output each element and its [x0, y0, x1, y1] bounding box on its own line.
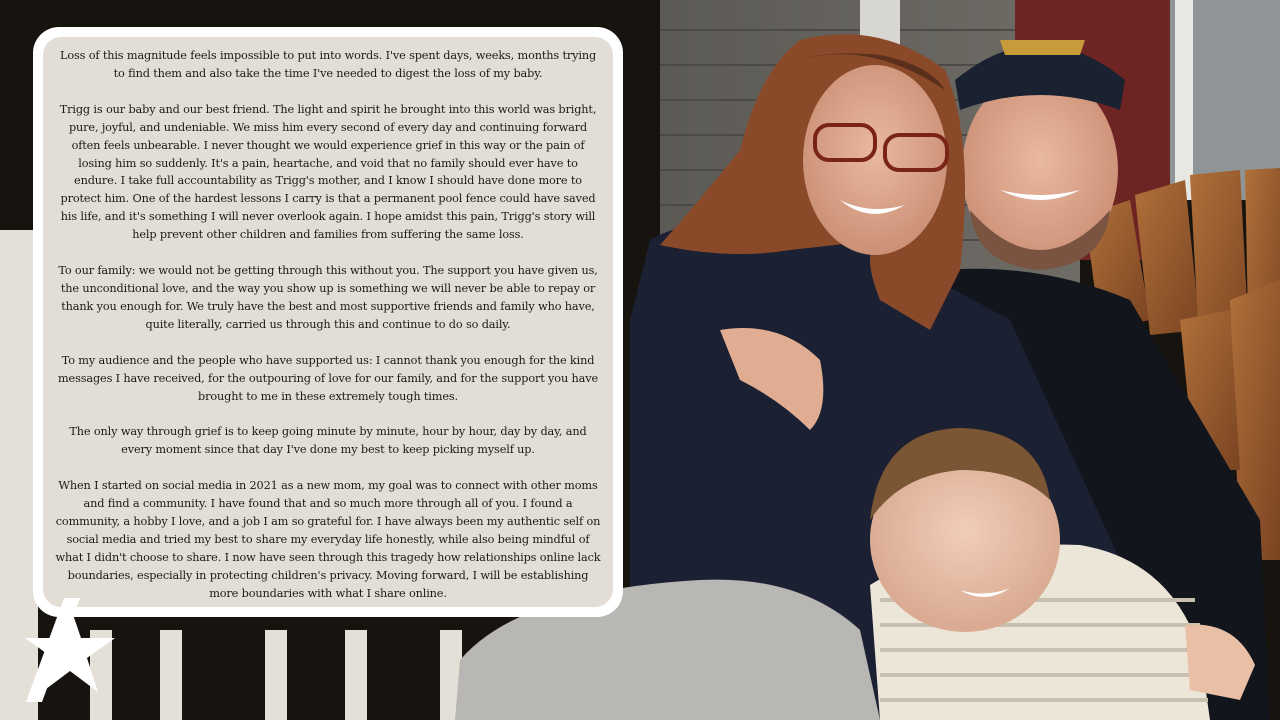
- statement-paragraph-2: Trigg is our baby and our best friend. The light and spirit he brought into this world was bright, pure, joyful, and undeniable. We miss him every second of every day and continuing forward often feels unbearable. I never thought we would experience grief in this way or the pain of losing him so suddenly. It's a pain, heartache, and void that no family should ever have to endure. I take full accountability as Trigg's mother, and I know I should have done more to protect him. One of the hardest lessons I carry is that a permanent pool fence could have saved his life, and it's something I will never overlook again. I hope amidst this pain, Trigg's story will help prevent other children and families from suffering the same loss.: [59, 102, 597, 242]
- statement-paragraph-4: To my audience and the people who have supported us: I cannot thank you enough for the kind messages I have received, for the outpouring of love for our family, and for the support you have brought to me in these extremely tough times.: [57, 353, 598, 403]
- statement-paragraph-1: Loss of this magnitude feels impossible to put into words. I've spent days, weeks, months trying to find them and also take the time I've needed to digest the loss of my baby.: [59, 49, 597, 80]
- star-logo-icon: [20, 598, 120, 702]
- statement-card-body: [43, 37, 613, 607]
- statement-paragraph-5: The only way through grief is to keep going minute by minute, hour by hour, day by day, and every moment since that day I've done my best to keep picking myself up.: [69, 425, 587, 457]
- statement-paragraph-6: When I started on social media in 2021 as a new mom, my goal was to connect with other moms and find a community. I have found that and so much more through all of you. I found a community, a hobby I love, and a job I am so grateful for. I have always been my authentic self on social media and tried my best to share my everyday life honestly, while also being mindful of what I didn't choose to share. I now have seen through this tragedy how relationships online lack boundaries, especially in protecting children's privacy. Moving forward, I will be establishing more boundaries with what I share online.: [55, 479, 601, 600]
- statement-paragraph-3: To our family: we would not be getting through this without you. The support you have given us, the unconditional love, and the way you show up is something we will never be able to repay or thank you enough for. We truly have the best and most supportive friends and family who have, quite literally, carried us through this and continue to do so daily.: [58, 264, 598, 331]
- statement-card: [33, 27, 623, 617]
